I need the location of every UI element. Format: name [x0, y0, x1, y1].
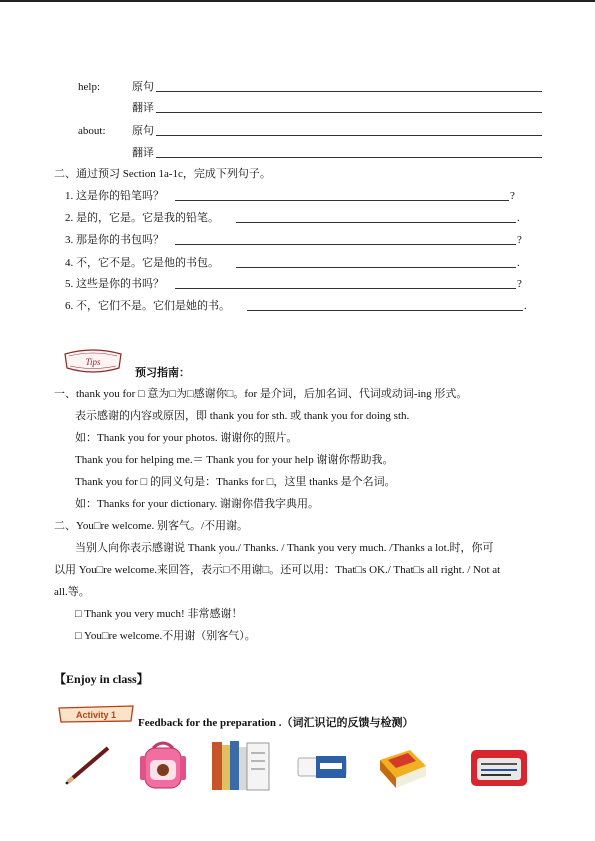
guide-line-3: 如：Thank you for your photos. 谢谢你的照片。 — [75, 432, 298, 444]
vocab-about-word: about: — [78, 125, 106, 137]
dictionary-picture — [374, 744, 430, 792]
sentence-1-blank[interactable] — [175, 200, 509, 201]
guide-line-1: 一、thank you for □ 意为□为□感谢你□。for 是介词，后加名词、代词或动词-ing 形式。 — [54, 388, 468, 400]
feedback-title: Feedback for the preparation .（词汇识记的反馈与检测） — [138, 717, 414, 729]
sentence-5-prompt: 5. 这些是你的书吗？ — [65, 278, 164, 290]
help-translation-label: 翻译 — [132, 102, 154, 114]
sentence-3-end: ? — [517, 234, 522, 246]
activity-label: Activity 1 — [75, 710, 117, 720]
schoolbag-picture — [137, 738, 189, 792]
books-picture — [211, 739, 271, 792]
help-original-blank[interactable] — [156, 91, 542, 92]
sentence-2-end: . — [517, 212, 520, 224]
enjoy-heading: 【Enjoy in class】 — [54, 672, 149, 686]
vocab-help-word: help: — [78, 81, 100, 93]
about-original-label: 原句 — [132, 125, 154, 137]
sentence-2-blank[interactable] — [236, 222, 516, 223]
guide-line-7: 二、You□re welcome. 别客气。/不用谢。 — [54, 520, 249, 532]
about-translation-blank[interactable] — [156, 157, 542, 158]
pencil-picture — [62, 742, 114, 788]
tips-label: Tips — [85, 357, 101, 367]
guide-line-5: Thank you for □ 的同义句是：Thanks for □，这里 thanks 是个名词。 — [75, 476, 396, 488]
section2-heading: 二、通过预习 Section 1a-1c，完成下列句子。 — [54, 168, 271, 180]
sentence-3-blank[interactable] — [175, 244, 516, 245]
sentence-1-end: ? — [510, 190, 515, 202]
sentence-4-blank[interactable] — [236, 267, 516, 268]
help-original-label: 原句 — [132, 81, 154, 93]
pencil-box-picture — [467, 744, 531, 790]
sentence-1-prompt: 1. 这是你的铅笔吗？ — [65, 190, 164, 202]
sentence-4-end: . — [517, 257, 520, 269]
help-translation-blank[interactable] — [156, 112, 542, 113]
sentence-2-prompt: 2. 是的，它是。它是我的铅笔。 — [65, 212, 219, 224]
eraser-picture — [296, 752, 348, 780]
sentence-4-prompt: 4. 不，它不是。它是他的书包。 — [65, 257, 219, 269]
sentence-3-prompt: 3. 那是你的书包吗？ — [65, 234, 164, 246]
about-translation-label: 翻译 — [132, 147, 154, 159]
activity-1-icon — [57, 704, 135, 724]
sentence-6-prompt: 6. 不，它们不是。它们是她的书。 — [65, 300, 230, 312]
sentence-5-blank[interactable] — [175, 288, 516, 289]
guide-line-2: 表示感谢的内容或原因，即 thank you for sth. 或 thank you for doing sth. — [75, 410, 410, 422]
guide-line-8: 当别人向你表示感谢说 Thank you./ Thanks. / Thank you very much. /Thanks a lot.时，你可 — [75, 542, 494, 554]
page-top-rule — [0, 0, 595, 2]
guide-line-6: 如：Thanks for your dictionary. 谢谢你借我字典用。 — [75, 498, 320, 510]
guide-line-10: all.等。 — [54, 586, 90, 598]
guide-line-4: Thank you for helping me.＝ Thank you for your help 谢谢你帮助我。 — [75, 454, 394, 466]
guide-title: 预习指南： — [135, 367, 190, 379]
sentence-6-blank[interactable] — [247, 310, 523, 311]
sentence-5-end: ? — [517, 278, 522, 290]
guide-line-11: □ Thank you very much! 非常感谢！ — [75, 608, 243, 620]
about-original-blank[interactable] — [156, 135, 542, 136]
sentence-6-end: . — [524, 300, 527, 312]
guide-line-12: □ You□re welcome.不用谢（别客气）。 — [75, 630, 256, 642]
tips-icon — [62, 348, 124, 374]
guide-line-9: 以用 You□re welcome.来回答，表示□不用谢□。还可以用：That□s OK./ That□s all right. / Not at — [54, 564, 501, 576]
